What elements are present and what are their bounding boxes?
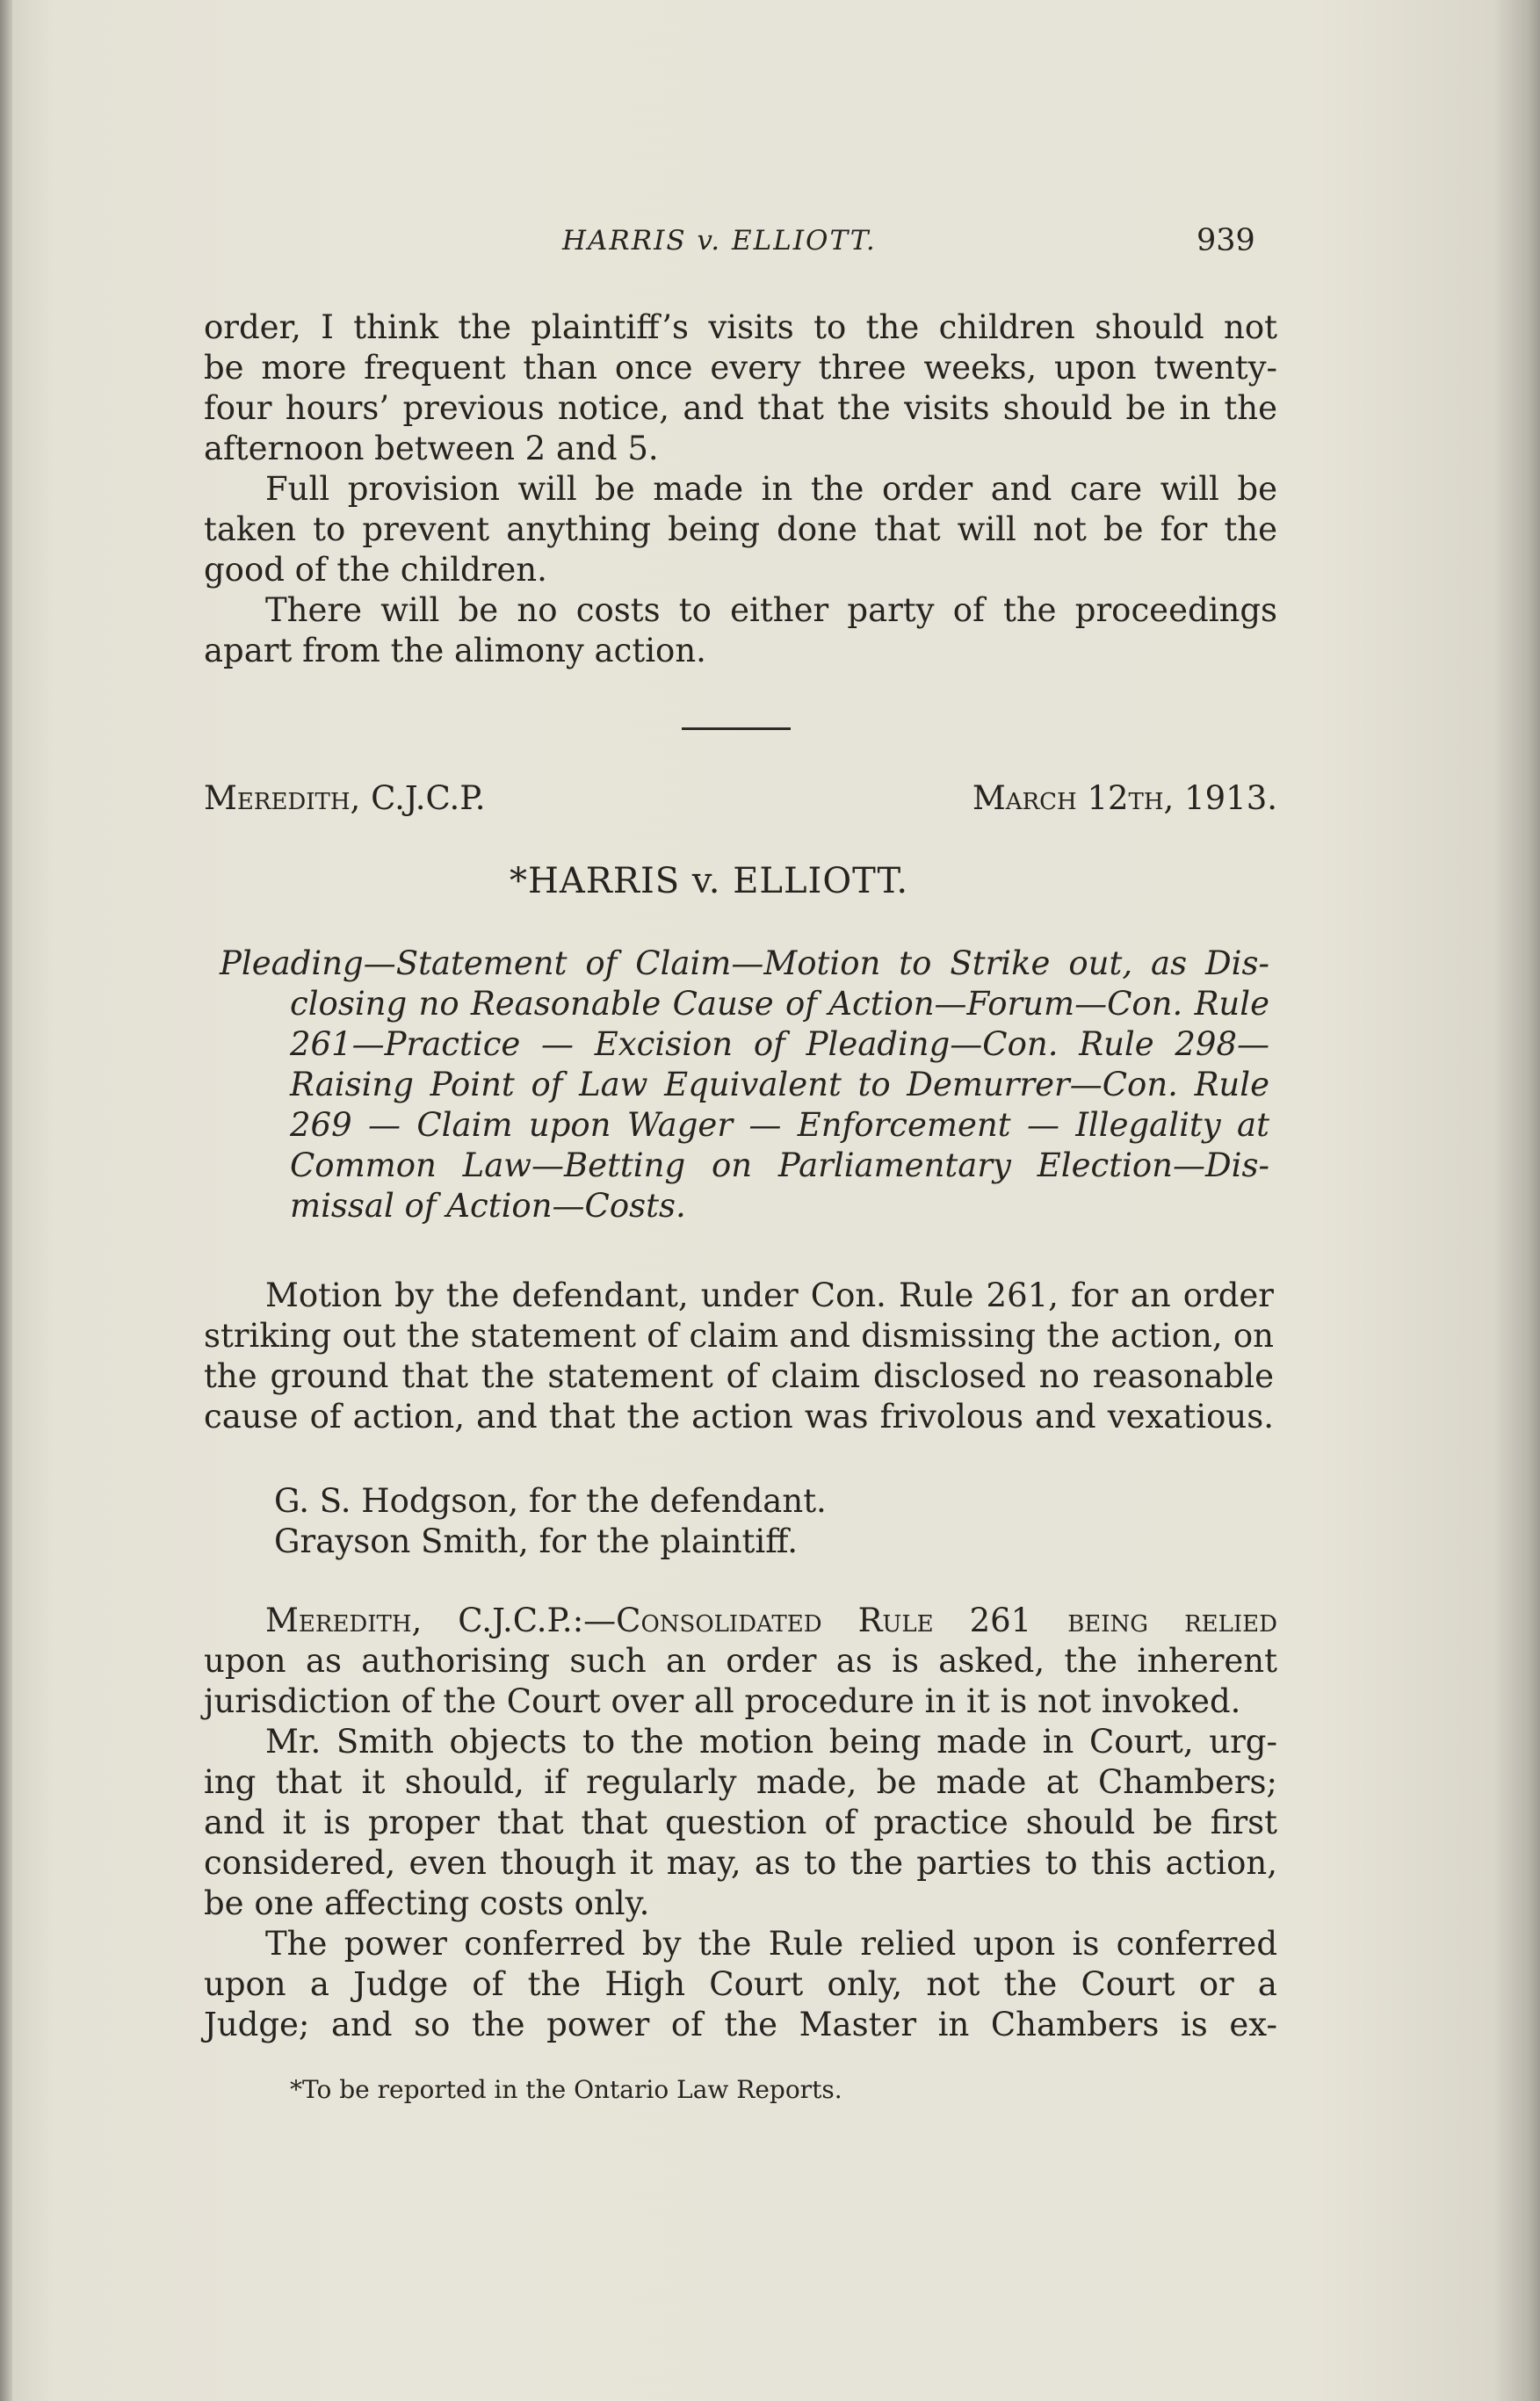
text-line: good of the children. <box>204 551 547 589</box>
text-line: taken to prevent anything being done that will not be for the <box>204 510 1277 548</box>
text-line: four hours’ previous notice, and that the visits should be in the <box>204 389 1277 427</box>
headnote-line: Common Law—Betting on Parliamentary Election—Dis- <box>290 1146 1269 1184</box>
text-line: ing that it should, if regularly made, be made at Chambers; <box>204 1763 1277 1801</box>
judge-line: Meredith, C.J.C.P. <box>204 779 486 817</box>
text-line: jurisdiction of the Court over all procedure in it is not invoked. <box>204 1682 1241 1720</box>
text-line: Mr. Smith objects to the motion being made in Court, urg- <box>265 1723 1277 1761</box>
text-line: The power conferred by the Rule relied upon is conferred <box>265 1925 1277 1963</box>
text-line: and it is proper that that question of practice should be first <box>204 1804 1277 1841</box>
section-divider <box>682 727 791 730</box>
text-line: upon as authorising such an order as is asked, the inherent <box>204 1642 1277 1680</box>
text-line: be one affecting costs only. <box>204 1884 650 1922</box>
counsel-plaintiff: Grayson Smith, for the plaintiff. <box>274 1522 798 1560</box>
headnote-line: Pleading—Statement of Claim—Motion to Strike out, as Dis- <box>220 944 1269 982</box>
text-line: Motion by the defendant, under Con. Rule 261, for an order <box>265 1276 1274 1314</box>
headnote-line: 261—Practice — Excision of Pleading—Con. Rule 298— <box>290 1025 1269 1063</box>
text-line: afternoon between 2 and 5. <box>204 430 659 467</box>
counsel-defendant: G. S. Hodgson, for the defendant. <box>274 1482 827 1520</box>
text-line: upon a Judge of the High Court only, not the Court or a <box>204 1965 1277 2003</box>
text-line: striking out the statement of claim and dismissing the action, on <box>204 1317 1274 1355</box>
headnote-line: Raising Point of Law Equivalent to Demurrer—Con. Rule <box>290 1066 1269 1103</box>
case-title: *HARRIS v. ELLIOTT. <box>510 861 909 901</box>
text-line: Full provision will be made in the order and care will be <box>265 470 1277 508</box>
page-spine-shadow <box>0 0 12 2401</box>
headnote-line: 269 — Claim upon Wager — Enforcement — Illegality at <box>290 1106 1269 1144</box>
text-line: cause of action, and that the action was frivolous and vexatious. <box>204 1398 1274 1436</box>
footnote: *To be reported in the Ontario Law Reports. <box>290 2075 842 2104</box>
headnote-line: missal of Action—Costs. <box>290 1187 686 1225</box>
running-header-title: HARRIS v. ELLIOTT. <box>562 225 877 257</box>
page-number: 939 <box>1197 223 1255 258</box>
text-line: be more frequent than once every three weeks, upon twenty- <box>204 349 1277 387</box>
text-line: There will be no costs to either party of the proceedings <box>265 591 1277 629</box>
text-line: Judge; and so the power of the Master in Chambers is ex- <box>204 2006 1277 2043</box>
decision-date: March 12th, 1913. <box>972 779 1277 817</box>
text-line: considered, even though it may, as to the parties to this action, <box>204 1844 1277 1882</box>
text-line: the ground that the statement of claim disclosed no reasonable <box>204 1357 1274 1395</box>
headnote-line: closing no Reasonable Cause of Action—Forum—Con. Rule <box>290 985 1269 1023</box>
text-line: Meredith, C.J.C.P.:—Consolidated Rule 261 being relied <box>265 1602 1277 1639</box>
text-line: apart from the alimony action. <box>204 632 706 669</box>
text-line: order, I think the plaintiff’s visits to the children should not <box>204 308 1277 346</box>
